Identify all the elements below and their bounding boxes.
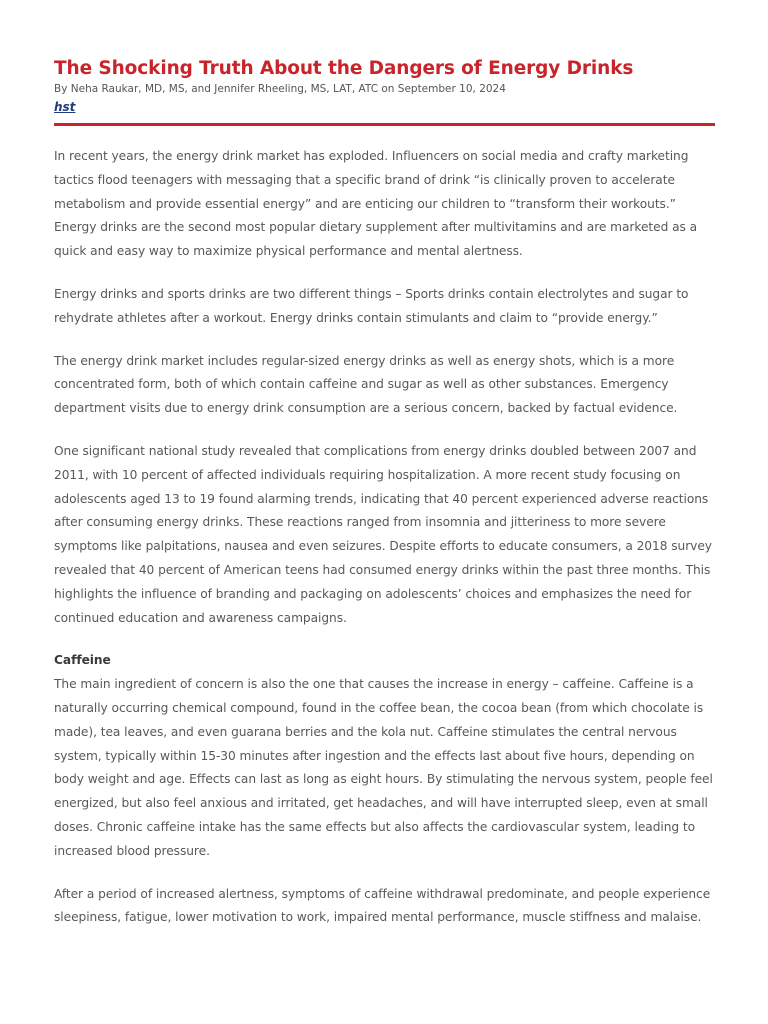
paragraph-caffeine: The main ingredient of concern is also the one that causes the increase in energy – caffeine. Caffeine is a naturally occurring chemical compound, found in the coffee bean, the cocoa bean (from which chocolate is made), tea leaves, and even guarana berries and the kola nut. Caffeine stimulates the central nervous system, typically within 15-30 minutes after ingestion and the effects last about five hours, depending on body weight and age. Effects can last as long as eight hours. By stimulating the nervous system, people feel energized, but also feel anxious and irritated, get headaches, and will have interrupted sleep, even at small doses. Chronic caffeine intake has the same effects but also affects the cardiovascular system, leading to increased blood pressure. [54,677,713,858]
article-byline: By Neha Raukar, MD, MS, and Jennifer Rheeling, MS, LAT, ATC on September 10, 2024 [54,83,506,95]
paragraph-intro: In recent years, the energy drink market has exploded. Influencers on social media and crafty marketing tactics flood teenagers with messaging that a specific brand of drink “is clinically proven to accelerate metabolism and provide essential energy” and are enticing our children to “transform their workouts.” Energy drinks are the second most popular dietary supplement after multivitamins and are marketed as a quick and easy way to maximize physical performance and mental alertness. [54,149,698,259]
section-heading-caffeine: Caffeine [54,653,111,668]
source-link[interactable]: hst [54,100,76,114]
article-body [54,145,716,949]
paragraph-withdrawal: After a period of increased alertness, symptoms of caffeine withdrawal predominate, and people experience sleepiness, fatigue, lower motivation to work, impaired mental performance, muscle stiffness and malaise. [54,886,711,925]
paragraph-market: The energy drink market includes regular-sized energy drinks as well as energy shots, which is a more concentrated form, both of which contain caffeine and sugar as well as other substances. Emergency department visits due to energy drink consumption are a serious concern, backed by factual evidence. [54,353,678,416]
article-header [54,56,716,115]
article-title: The Shocking Truth About the Dangers of Energy Drinks [54,58,634,79]
paragraph-national-study: One significant national study revealed that complications from energy drinks doubled between 2007 and 2011, with 10 percent of affected individuals requiring hospitalization. A more recent study focusing on adolescents aged 13 to 19 found alarming trends, indicating that 40 percent experienced adverse reactions after consuming energy drinks. These reactions ranged from insomnia and jitteriness to more severe symptoms like palpitations, nausea and even seizures. Despite efforts to educate consumers, a 2018 survey revealed that 40 percent of American teens had consumed energy drinks within the past three months. This highlights the influence of branding and packaging on adolescents’ choices and emphasizes the need for continued education and awareness campaigns. [54,443,712,625]
header-divider [54,123,715,126]
paragraph-sports-vs-energy: Energy drinks and sports drinks are two different things – Sports drinks contain electrolytes and sugar to rehydrate athletes after a workout. Energy drinks contain stimulants and claim to “provide energy.” [54,286,689,325]
